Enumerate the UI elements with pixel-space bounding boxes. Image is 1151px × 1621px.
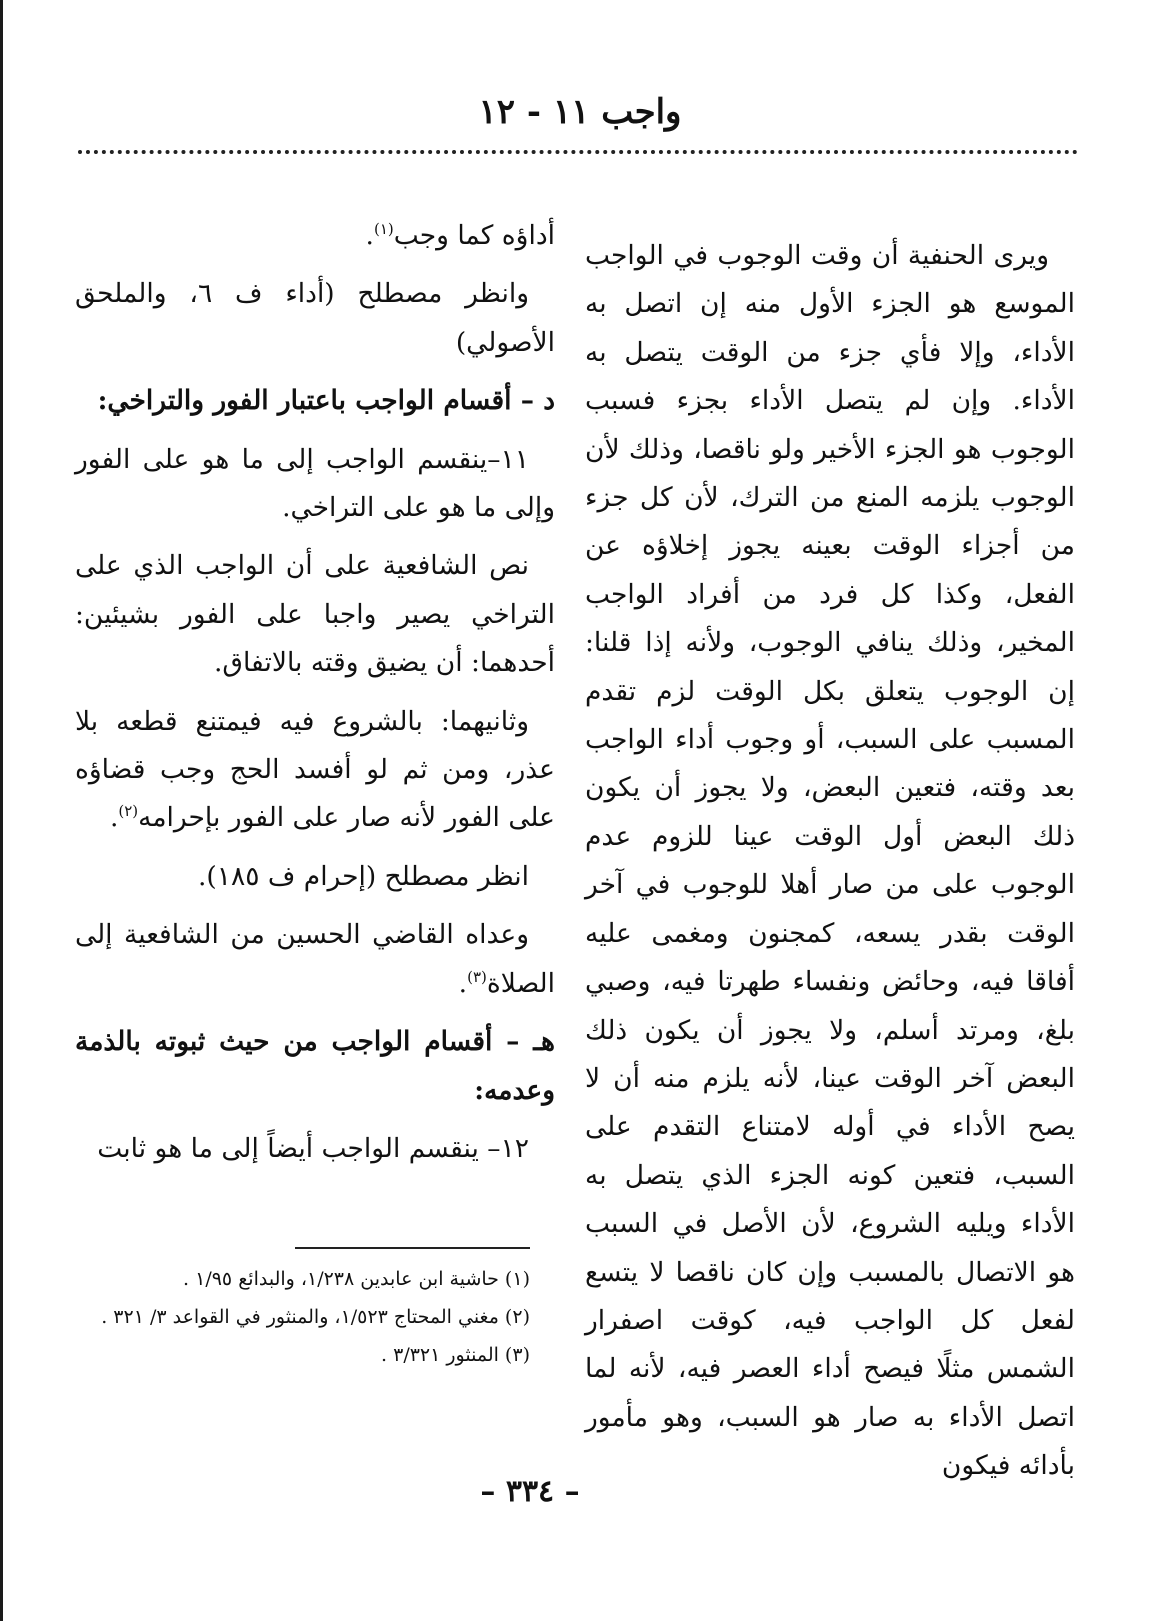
footnote-ref-2[interactable]: (٢) [118, 802, 139, 821]
left-paragraph-1-text: أداؤه كما وجب [393, 220, 555, 251]
left-paragraph-1 [75, 212, 555, 260]
footnote-3: (٣) المنثور ٣/٣٢١ . [381, 1344, 530, 1366]
left-paragraph-5 [75, 698, 555, 843]
footnotes [75, 1260, 530, 1374]
left-paragraph-1-end: . [365, 220, 374, 251]
right-column-paragraph: ويرى الحنفية أن وقت الوجوب في الواجب الموسع هو الجزء الأول منه إن اتصل به الأداء، وإلا فأي جزء من الوقت يتصل به الأداء. وإن لم يتصل الأداء بجزء فسبب الوجوب هو الجزء الأخير ولو ناقصا، وذلك لأن الوجوب يلزمه المنع من الترك، لأن كل جزء من أجزاء الوقت بعينه يجوز إخلاؤه عن الفعل، وكذا كل فرد من أفراد الواجب المخير، وذلك ينافي الوجوب، ولأنه إذا قلنا: إن الوجوب يتعلق بكل الوقت لزم تقدم المسبب على السبب، أو وجوب أداء الواجب بعد وقته، فتعين البعض، ولا يجوز أن يكون ذلك البعض أول الوقت عينا للزوم عدم الوجوب على من صار أهلا للوجوب في آخر الوقت بقدر يسعه، كمجنون ومغمى عليه أفاقا فيه، وحائض ونفساء طهرتا فيه، وصبي بلغ، ومرتد أسلم، ولا يجوز أن يكون ذلك البعض آخر الوقت عينا، لأنه يلزم منه أن لا يصح الأداء في أوله لامتناع التقدم على السبب، فتعين كونه الجزء الذي يتصل به الأداء ويليه الشروع، لأن الأصل في السبب هو الاتصال بالمسبب وإن كان ناقصا لا يتسع لفعل كل الواجب فيه، كوقت اصفرار الشمس مثلًا فيصح أداء العصر فيه، لأنه لما اتصل الأداء به صار هو السبب، وهو مأمور بأدائه فيكون [585, 240, 1075, 1482]
page-header-title: واجب ١١ - ١٢ [478, 92, 682, 132]
left-paragraph-5-end: . [109, 802, 119, 834]
page-edge-shadow [0, 0, 3, 1621]
footnote-ref-1[interactable]: (١) [373, 220, 394, 239]
header-dotted-rule [78, 150, 1078, 154]
section-heading-h: هـ – أقسام الواجب من حيث ثبوته بالذمة وعدمه: [75, 1026, 555, 1106]
footnote-2: (٢) مغني المحتاج ١/٥٢٣، والمنثور في القواعد ٣/ ٣٢١ . [101, 1306, 530, 1328]
right-column [585, 232, 1075, 1491]
left-paragraph-7-end: . [458, 967, 468, 999]
left-paragraph-6: انظر مصطلح (إحرام ف ١٨٥). [198, 860, 529, 892]
section-heading-d: د – أقسام الواجب باعتبار الفور والتراخي: [97, 385, 555, 417]
left-paragraph-3: ١١–ينقسم الواجب إلى ما هو على الفور وإلى ما هو على التراخي. [75, 443, 555, 524]
left-paragraph-2: وانظر مصطلح (أداء ف ٦، والملحق الأصولي) [75, 278, 555, 358]
left-paragraph-7 [75, 911, 555, 1008]
page-number: – ٣٣٤ – [480, 1474, 580, 1509]
left-paragraph-4: نص الشافعية على أن الواجب الذي على التراخي يصير واجبا على الفور بشيئين: أحدهما: أن يضيق وقته بالاتفاق. [75, 550, 555, 679]
left-column [75, 212, 555, 1173]
footnote-separator [295, 1247, 530, 1249]
left-paragraph-5-text: وثانيهما: بالشروع فيه فيمتنع قطعه بلا عذر، ومن ثم لو أفسد الحج وجب قضاؤه على الفور لأنه صار على الفور بإحرامه [75, 705, 555, 834]
footnote-1: (١) حاشية ابن عابدين ١/٢٣٨، والبدائع ١/٩٥ . [183, 1268, 530, 1290]
left-paragraph-7-text: وعداه القاضي الحسين من الشافعية إلى الصلاة [75, 919, 555, 999]
left-paragraph-8: ١٢– ينقسم الواجب أيضاً إلى ما هو ثابت [97, 1132, 529, 1164]
footnote-ref-3[interactable]: (٣) [467, 967, 487, 986]
